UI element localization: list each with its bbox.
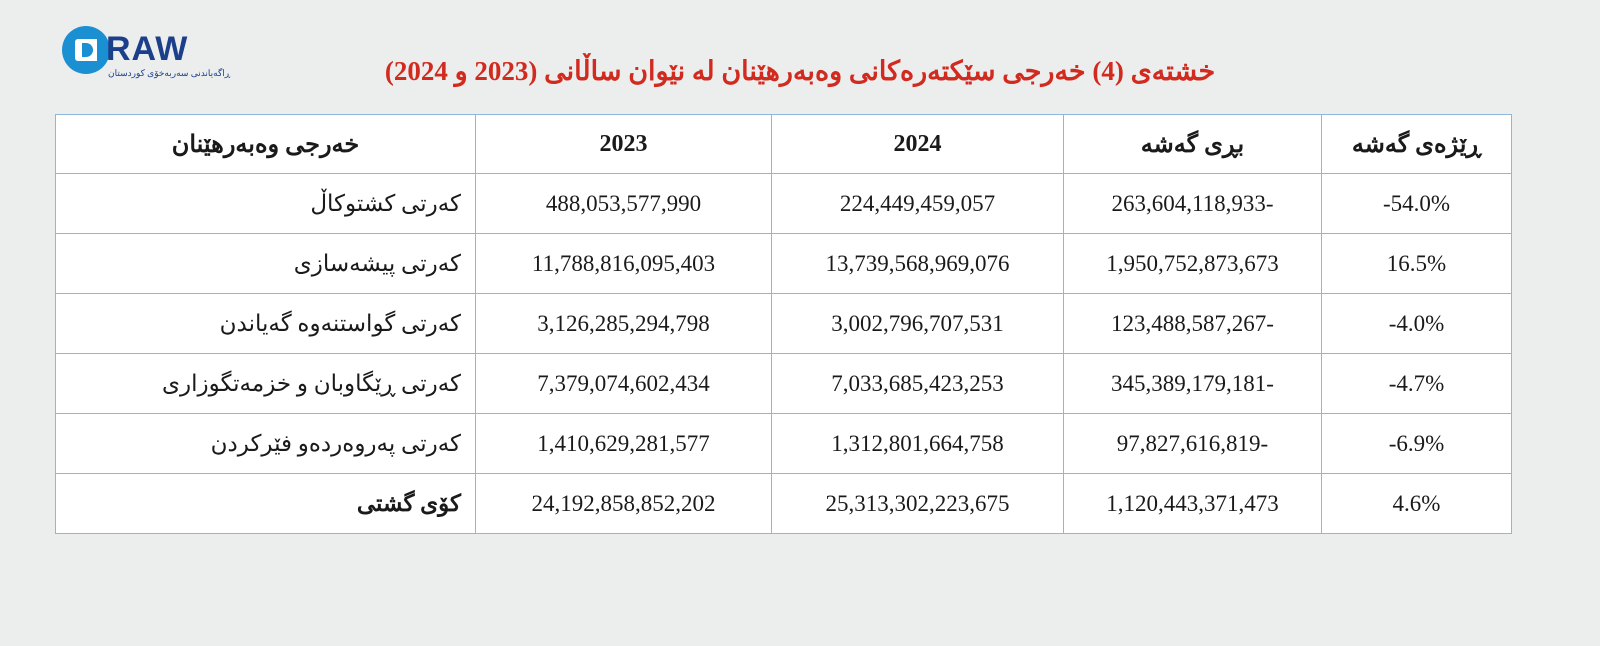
cell-expense-total: کۆی گشتی [56, 474, 476, 534]
cell-growth-amount: 123,488,587,267- [1064, 294, 1322, 354]
cell-2024: 3,002,796,707,531 [772, 294, 1064, 354]
header-year-2024: 2024 [772, 115, 1064, 174]
header-growth-rate: ڕێژەی گەشە [1322, 115, 1512, 174]
cell-2024: 1,312,801,664,758 [772, 414, 1064, 474]
logo-wordmark: RAW [106, 30, 189, 68]
cell-growth-rate: 4.6% [1322, 474, 1512, 534]
page-title: خشتەی (4) خەرجی سێکتەرەکانی وەبەرهێنان لە نێوان ساڵانی (2023 و 2024) [384, 56, 1216, 86]
table-row [56, 294, 1512, 354]
investment-expenditure-table [55, 114, 1512, 534]
table-container [56, 114, 1512, 534]
cell-expense: کەرتی کشتوکاڵ [56, 174, 476, 234]
cell-expense: کەرتی پەروەردەو فێرکردن [56, 414, 476, 474]
cell-expense: کەرتی پیشەسازی [56, 234, 476, 294]
table-row [56, 354, 1512, 414]
cell-growth-rate: -4.0% [1322, 294, 1512, 354]
cell-growth-amount: 1,950,752,873,673 [1064, 234, 1322, 294]
table-row [56, 414, 1512, 474]
cell-2024: 7,033,685,423,253 [772, 354, 1064, 414]
cell-growth-amount: 97,827,616,819- [1064, 414, 1322, 474]
table-row [56, 174, 1512, 234]
cell-2024: 25,313,302,223,675 [772, 474, 1064, 534]
header-growth-amount: بڕی گەشە [1064, 115, 1322, 174]
cell-growth-rate: -4.7% [1322, 354, 1512, 414]
cell-2023: 24,192,858,852,202 [476, 474, 772, 534]
header-year-2023: 2023 [476, 115, 772, 174]
cell-2023: 1,410,629,281,577 [476, 414, 772, 474]
table-row [56, 234, 1512, 294]
cell-growth-rate: -54.0% [1322, 174, 1512, 234]
table-row-total [56, 474, 1512, 534]
cell-growth-rate: -6.9% [1322, 414, 1512, 474]
cell-growth-amount: 1,120,443,371,473 [1064, 474, 1322, 534]
cell-growth-amount: 263,604,118,933- [1064, 174, 1322, 234]
cell-2024: 224,449,459,057 [772, 174, 1064, 234]
header-expense: خەرجی وەبەرهێنان [56, 115, 476, 174]
cell-growth-rate: 16.5% [1322, 234, 1512, 294]
cell-2023: 11,788,816,095,403 [476, 234, 772, 294]
cell-2023: 3,126,285,294,798 [476, 294, 772, 354]
cell-2023: 7,379,074,602,434 [476, 354, 772, 414]
cell-2024: 13,739,568,969,076 [772, 234, 1064, 294]
table-header-row [56, 115, 1512, 174]
logo-tagline: ڕاگەیاندنی سەربەخۆی کوردستان [108, 68, 231, 78]
cell-expense: کەرتی گواستنەوە گەیاندن [56, 294, 476, 354]
cell-growth-amount: 345,389,179,181- [1064, 354, 1322, 414]
cell-2023: 488,053,577,990 [476, 174, 772, 234]
cell-expense: کەرتی ڕێگاوبان و خزمەتگوزاری [56, 354, 476, 414]
